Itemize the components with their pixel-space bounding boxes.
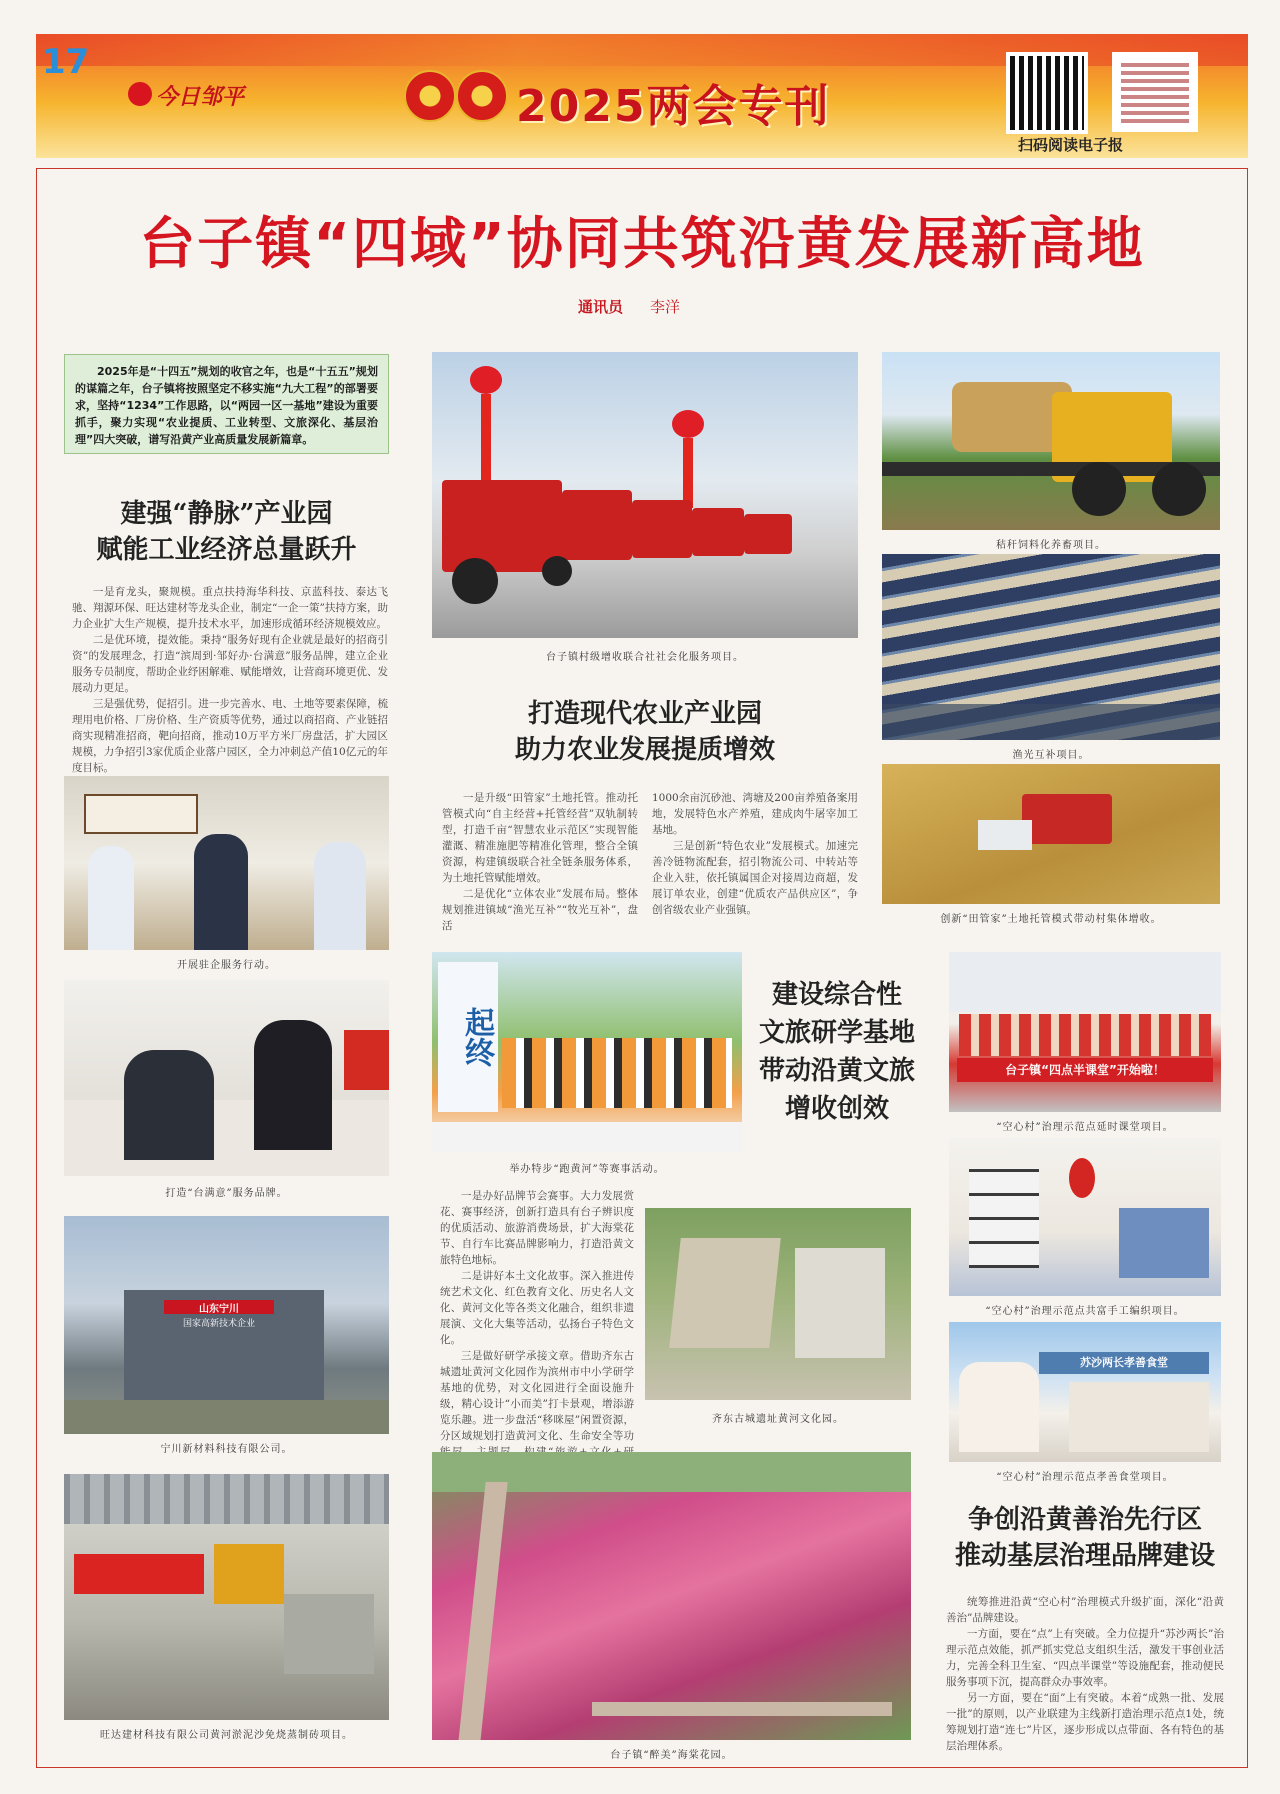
paragraph: 二是优环境，提效能。秉持“服务好现有企业就是最好的招商引资”的发展理念，打造“滨周到·邹好办·台满意”服务品牌，建立企业服务专员制度，帮助企业纾困解难、赋能增效，让营商环境更优、发展动力更足。 bbox=[72, 634, 388, 694]
photo-factory-building bbox=[64, 1216, 389, 1434]
canteen-building bbox=[1069, 1382, 1209, 1452]
section-title-line: 争创沿黄善治先行区 bbox=[967, 1505, 1202, 1535]
caption-craft: “空心村”治理示范点共富手工编织项目。 bbox=[985, 1306, 1185, 1317]
caption-flowers: 台子镇“醉美”海棠花园。 bbox=[610, 1750, 733, 1761]
caption-canteen: “空心村”治理示范点孝善食堂项目。 bbox=[996, 1472, 1174, 1483]
harvester bbox=[632, 500, 692, 558]
section-title-line: 推动基层治理品牌建设 bbox=[954, 1541, 1215, 1571]
group-of-people bbox=[959, 1014, 1211, 1056]
section-title-tourism bbox=[752, 976, 922, 1128]
workshop-roof bbox=[64, 1474, 389, 1524]
photo-wheat-harvest bbox=[882, 764, 1220, 904]
calligraphy-frame bbox=[84, 794, 198, 834]
person-figure bbox=[88, 846, 134, 950]
section-title-line: 建强“静脉”产业园 bbox=[120, 499, 333, 529]
agriculture-body-col1 bbox=[442, 790, 638, 934]
byline-name: 李洋 bbox=[650, 298, 681, 316]
masthead bbox=[36, 34, 1248, 158]
class-banner: 台子镇“四点半课堂”开始啦！ bbox=[957, 1058, 1213, 1082]
display-shelf bbox=[969, 1168, 1039, 1268]
factory-ground bbox=[64, 1400, 389, 1434]
caption-ancient: 齐东古城遗址黄河文化园。 bbox=[712, 1414, 844, 1425]
harvester bbox=[1022, 794, 1112, 844]
photo-after-school-class bbox=[949, 952, 1221, 1112]
photo-marathon bbox=[432, 952, 742, 1152]
person-figure bbox=[254, 1020, 332, 1150]
intro-summary: 2025年是“十四五”规划的收官之年，也是“十五五”规划的谋篇之年，台子镇将按照坚定不移实施“九大工程”的部署要求，坚持“1234”工作思路，以“两园一区一基地”建设为重要抓手，聚力实现“农业提质、工业转型、文旅深化、基层治理”四大突破，谱写沿黄产业高质量发展新篇章。 bbox=[64, 354, 389, 454]
paragraph: 1000余亩沉砂池、湾塘及200亩养殖备案用地，发展特色水产养殖，建成肉牛屠宰加工基地。 bbox=[652, 792, 858, 836]
section-title-line: 增收创效 bbox=[784, 1094, 889, 1124]
person-figure bbox=[314, 842, 366, 950]
section-title-agriculture bbox=[432, 696, 858, 768]
brand-logo-icon bbox=[128, 82, 152, 106]
paragraph: 二是优化“立体农业”发展布局。整体规划推进镇域“渔光互补”“牧光互补”，盘活 bbox=[442, 888, 638, 932]
section-title-line: 带动沿黄文旅 bbox=[758, 1056, 915, 1086]
harvester bbox=[562, 490, 632, 560]
city-ruins bbox=[669, 1238, 781, 1348]
sponsor-board bbox=[432, 1122, 742, 1152]
governance-body bbox=[946, 1594, 1224, 1754]
section-title-line: 打造现代农业产业园 bbox=[527, 699, 762, 729]
entrance-wall bbox=[959, 1362, 1039, 1452]
red-machine bbox=[74, 1554, 204, 1594]
section-title-line: 文旅研学基地 bbox=[758, 1018, 915, 1048]
photo-solar bbox=[882, 554, 1220, 740]
paragraph: 一方面，要在“点”上有突破。全力位提升“苏沙两长”治理示范点效能，抓严抓实党总支组织生活，激发干事创业活力，完善全科卫生室、“四点半课堂”等设施配套，推动便民服务事项下沉，提高群众办事效率。 bbox=[946, 1628, 1224, 1688]
industry-body bbox=[72, 584, 388, 776]
photo-craft-room bbox=[949, 1138, 1221, 1296]
photo-canteen bbox=[949, 1322, 1221, 1462]
brand-name: 今日邹平 bbox=[156, 84, 245, 110]
brick-stack bbox=[284, 1594, 374, 1674]
main-headline: 台子镇“四域”协同共筑沿黄发展新高地 bbox=[139, 212, 1145, 277]
water-surface bbox=[882, 704, 1220, 740]
caption-harvesters: 台子镇村级增收联合社社会化服务项目。 bbox=[546, 652, 744, 663]
red-signage bbox=[344, 1030, 389, 1090]
sofa bbox=[1119, 1208, 1209, 1278]
photo-brick-workshop bbox=[64, 1474, 389, 1720]
wall-path bbox=[795, 1248, 885, 1358]
section-title-governance bbox=[940, 1502, 1230, 1574]
qr-code-icon[interactable] bbox=[1006, 52, 1088, 134]
paragraph: 三是创新“特色农业”发展模式。加速完善冷链物流配套，招引物流公司、中转站等企业入驻，依托镇属国企对接周边商超，发展订单农业，创建“优质农产品供应区”，争创省级农业产业强镇。 bbox=[652, 840, 858, 916]
mini-program-code-icon[interactable] bbox=[1112, 52, 1198, 132]
paragraph: 二是讲好本土文化故事。深入推进传统艺术文化、红色教育文化、历史名人文化、黄河文化等各类文化融合，组织非遗展演、文化大集等活动，弘扬台子特色文化。 bbox=[440, 1270, 634, 1346]
paragraph: 三是强优势，促招引。进一步完善水、电、土地等要素保障，梳理用电价格、厂房价格、生产资质等优势，通过以商招商、产业链招商实现精准招商，靶向招商，推动10万平方米厂房盘活，扩大园区规模，力争招引3家优质企业落户园区，全力冲刺总产值10亿元的年度目标。 bbox=[72, 698, 388, 774]
paragraph: 统筹推进沿黄“空心村”治理模式升级扩面，深化“沿黄善治”品牌建设。 bbox=[946, 1596, 1224, 1624]
caption-workshop: 旺达建材科技有限公司黄河淤泥沙免烧蒸制砖项目。 bbox=[100, 1730, 353, 1741]
cppcc-emblem-icon bbox=[456, 70, 508, 122]
garden-path bbox=[458, 1482, 507, 1740]
paragraph: 另一方面，要在“面”上有突破。本着“成熟一批、发展一批”的原则，以产业联建为主线新打造治理示范点1处，统筹规划打造“连七”片区，逐步形成以点带面、各有特色的基层治理体系。 bbox=[946, 1692, 1224, 1752]
service-desk bbox=[64, 1100, 389, 1176]
photo-ancient-city bbox=[645, 1208, 911, 1400]
person-figure bbox=[124, 1050, 214, 1160]
photo-service-counter bbox=[64, 980, 389, 1176]
paragraph: 一是育龙头，聚规模。重点扶持海华科技、京蓝科技、泰达飞驰、翔源环保、旺达建材等龙头企业，制定“一企一策”扶持方案，助力企业扩大生产规模，提升技术水平，加速形成循环经济规模效应。 bbox=[72, 586, 388, 630]
caption-meeting: 开展驻企服务行动。 bbox=[177, 960, 276, 971]
photo-tractor bbox=[882, 352, 1220, 530]
person-figure bbox=[194, 834, 248, 950]
caption-solar: 渔光互补项目。 bbox=[1012, 750, 1090, 761]
national-emblem-icon bbox=[404, 70, 456, 122]
paragraph: 三是做好研学承接文章。借助齐东古城遗址黄河文化园作为滨州市中小学研学基地的优势，对文化园进行全面设施升级，精心设计“小而美”打卡景观，增添游览乐趣。进一步盘活“移咪屋”闲置资源，分区域规划打造黄河文化、生命安全等功 bbox=[440, 1350, 634, 1442]
garden-road bbox=[592, 1702, 892, 1716]
red-ornament bbox=[1069, 1158, 1095, 1198]
harvester bbox=[744, 514, 792, 554]
runner-crowd bbox=[502, 1038, 732, 1108]
byline-label: 通讯员 bbox=[578, 298, 624, 316]
red-lantern bbox=[470, 366, 502, 394]
paragraph: 一是办好品牌节会赛事。大力发展赏花、赛事经济，创新打造具有台子辨识度的优质活动、旅游消费场景，扩大海棠花节、自行车比赛品牌影响力，打造沿黄文旅特色地标。 bbox=[440, 1190, 634, 1266]
caption-factory: 宁川新材料科技有限公司。 bbox=[160, 1444, 293, 1455]
photo-enterprise-service bbox=[64, 776, 389, 950]
qr-caption: 扫码阅读电子报 bbox=[1018, 136, 1124, 154]
edition-title: 2025两会专刊 bbox=[516, 81, 831, 132]
red-lantern bbox=[672, 410, 704, 438]
agriculture-body-col2 bbox=[652, 790, 858, 918]
tourism-body bbox=[440, 1188, 634, 1476]
wheel bbox=[452, 558, 498, 604]
wheel bbox=[1072, 462, 1126, 516]
paragraph: 一是升级“田管家”土地托管。推动托管模式向“自主经营+托管经营”双轨制转型，打造千亩“智慧农业示范区”实现智能灌溉、精准施肥等精准化管理，整合全镇资源，构建镇级联合社全链条服务体系，为土地托管赋能增效。 bbox=[442, 792, 638, 884]
section-title-line: 赋能工业经济总量跃升 bbox=[96, 535, 357, 565]
harvester bbox=[692, 508, 744, 556]
section-title-line: 助力农业发展提质增效 bbox=[514, 735, 775, 765]
yellow-machine bbox=[214, 1544, 284, 1604]
factory-sign: 山东宁川 bbox=[164, 1300, 274, 1314]
caption-marathon: 举办特步“跑黄河”等赛事活动。 bbox=[509, 1164, 665, 1175]
photo-flower-garden bbox=[432, 1452, 911, 1740]
section-title-line: 建设综合性 bbox=[771, 980, 902, 1010]
caption-service: 打造“台满意”服务品牌。 bbox=[165, 1188, 288, 1199]
section-title-industry bbox=[64, 496, 389, 568]
wheel bbox=[1152, 462, 1206, 516]
canteen-sign: 苏沙两长孝善食堂 bbox=[1039, 1352, 1209, 1374]
caption-class: “空心村”治理示范点延时课堂项目。 bbox=[996, 1122, 1174, 1133]
race-arch: 起终 bbox=[438, 962, 498, 1112]
page-number: 17 bbox=[42, 42, 90, 82]
harvester bbox=[442, 480, 562, 572]
caption-wheat: 创新“田管家”土地托管模式带动村集体增收。 bbox=[940, 914, 1162, 925]
wheel bbox=[542, 556, 572, 586]
photo-harvesters bbox=[432, 352, 858, 638]
caption-tractor: 秸秆饲料化养畜项目。 bbox=[996, 540, 1106, 551]
building-wall bbox=[949, 952, 1221, 1012]
red-banner bbox=[481, 394, 491, 484]
red-banner bbox=[683, 438, 693, 508]
factory-sign-sub: 国家高新技术企业 bbox=[182, 1319, 255, 1329]
truck bbox=[978, 820, 1032, 850]
